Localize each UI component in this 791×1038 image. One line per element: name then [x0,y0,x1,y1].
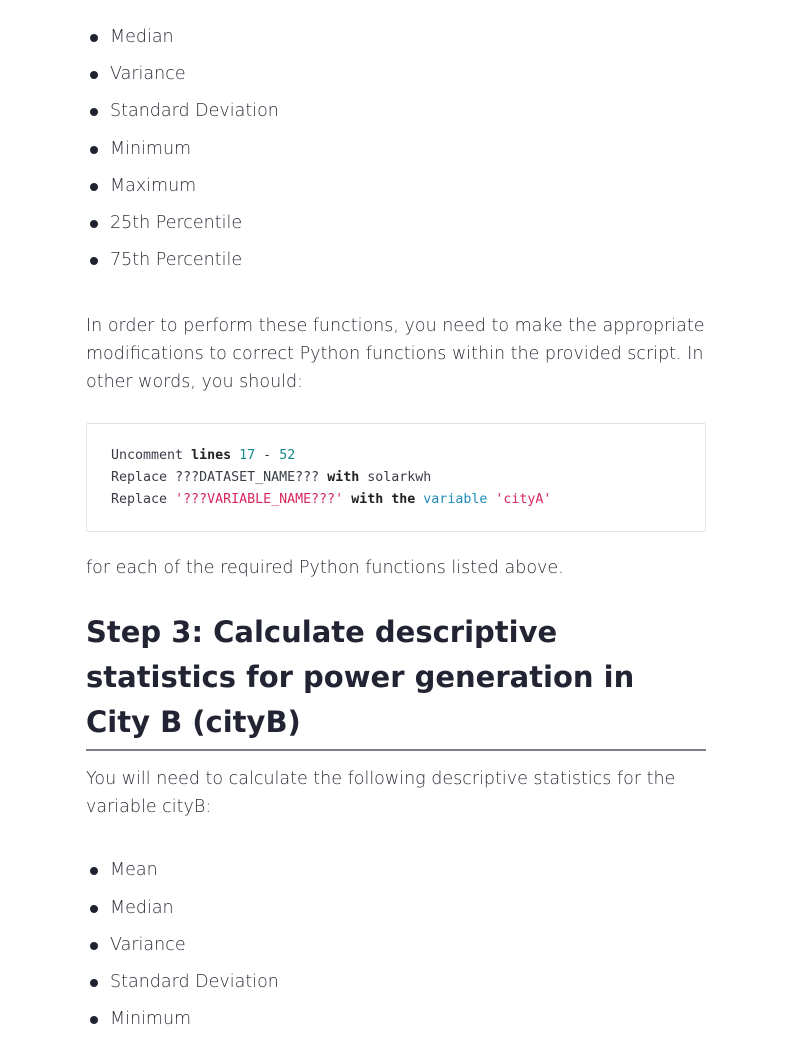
bullet-icon [90,979,98,987]
list-item: Mean [86,852,706,889]
list-item: 75th Percentile [86,242,706,279]
list-item: Median [86,19,706,56]
bullet-icon [90,71,98,79]
bullet-icon [90,942,98,950]
code-line: Replace ???DATASET_NAME??? with solarkwh [111,470,432,486]
bullet-icon [90,257,98,265]
code-block[interactable] [86,423,706,532]
list-item: Standard Deviation [86,93,706,130]
after-code-paragraph: for each of the required Python functions listed above. [86,558,564,579]
list-item: Variance [86,56,706,93]
code-line: Replace '???VARIABLE_NAME???' with the variable 'cityA' [111,492,552,508]
document-content [86,0,706,1038]
list-item: Standard Deviation [86,964,706,1001]
list-item: Median [86,890,706,927]
bullet-icon [90,108,98,116]
bullet-icon [90,1016,98,1024]
bullet-icon [90,183,98,191]
list-item: Minimum [86,1001,706,1038]
list-item: Variance [86,927,706,964]
statistics-list-bottom [86,852,706,1038]
list-item: 25th Percentile [86,205,706,242]
step-paragraph: You will need to calculate the following descriptive statistics for the variable cityB: [86,769,676,818]
bullet-icon [90,34,98,42]
step-heading: Step 3: Calculate descriptive statistics for power generation in City B (cityB) [86,610,706,751]
list-item: Minimum [86,131,706,168]
bullet-icon [90,220,98,228]
statistics-list-top [86,19,706,279]
list-item: Maximum [86,168,706,205]
intro-paragraph: In order to perform these functions, you need to make the appropriate modifications to correct Python functions within the provided script. In other words, you should: [86,316,705,393]
bullet-icon [90,146,98,154]
bullet-icon [90,867,98,875]
bullet-icon [90,905,98,913]
code-line: Uncomment lines 17 - 52 [111,448,296,464]
